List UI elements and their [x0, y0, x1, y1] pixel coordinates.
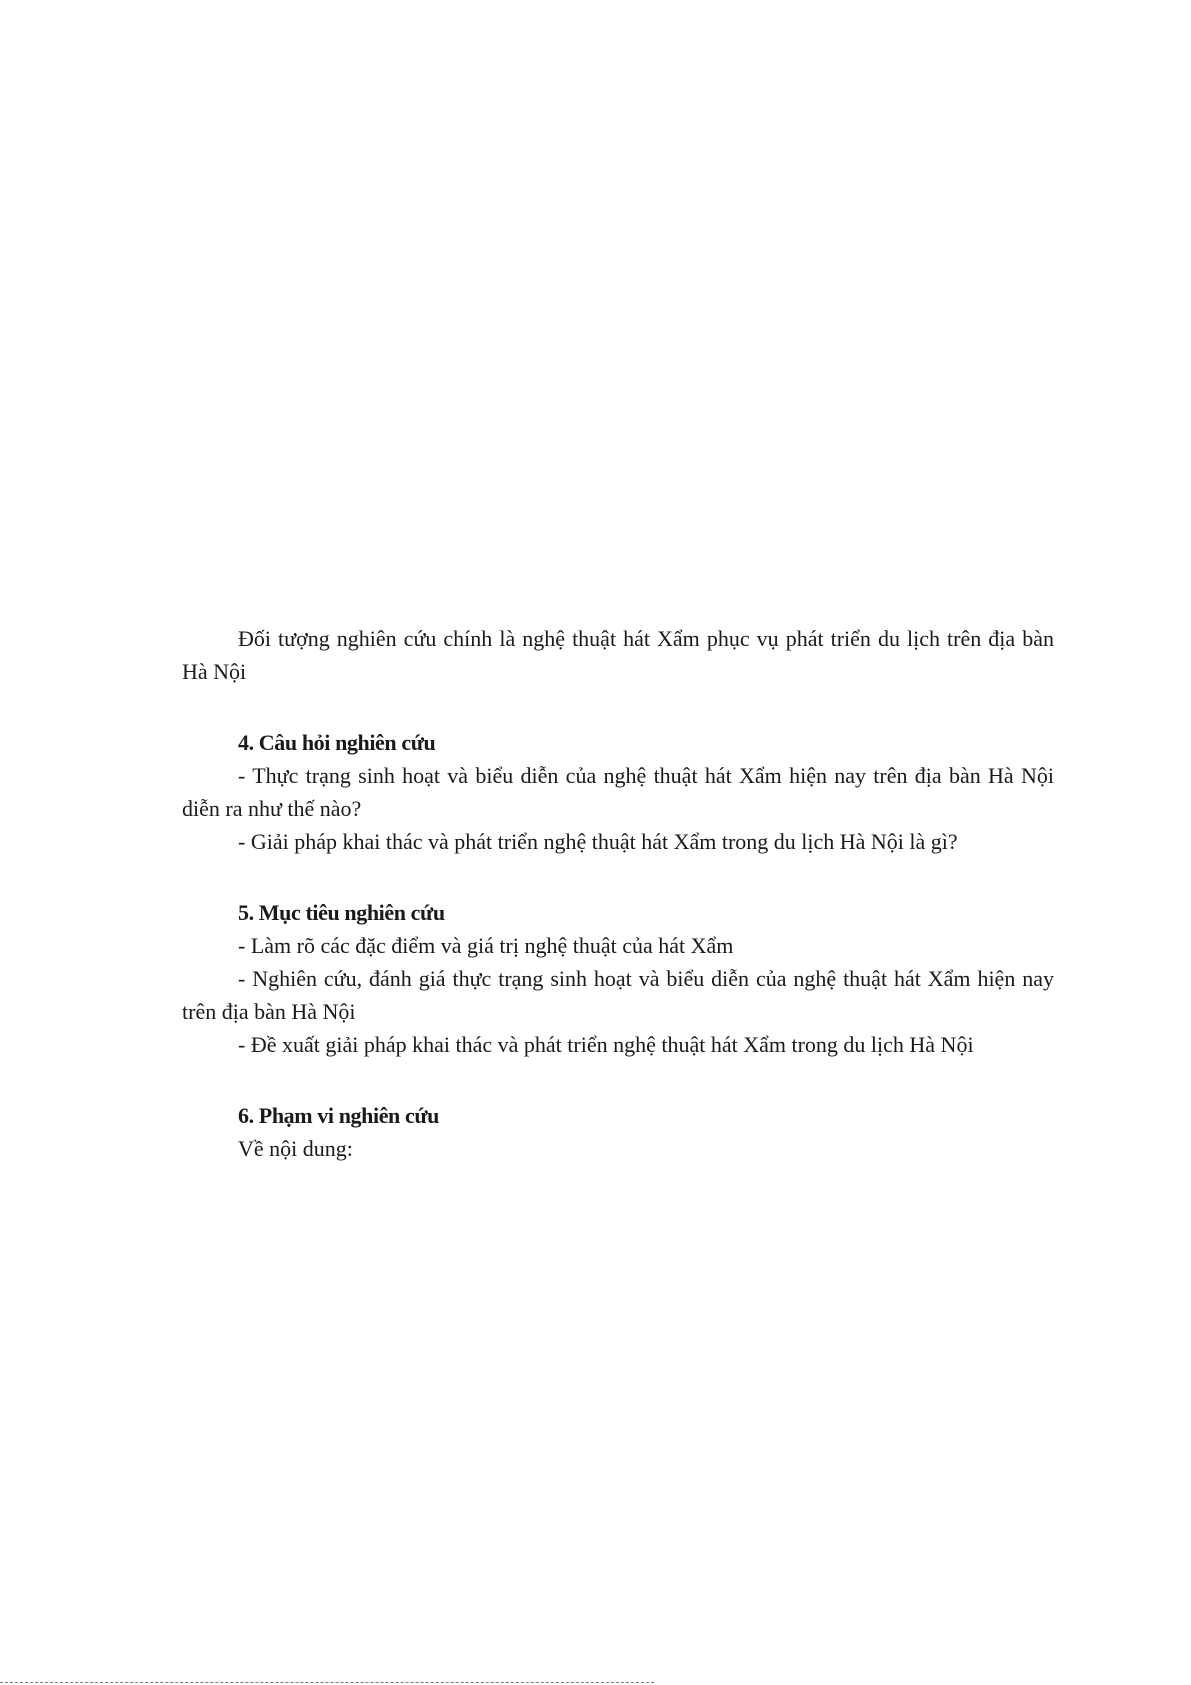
- section-4-heading: 4. Câu hỏi nghiên cứu: [238, 730, 436, 755]
- research-question-1: - Thực trạng sinh hoạt và biểu diễn của nghệ thuật hát Xẩm hiện nay trên địa bàn Hà Nội diễn ra như thế nào?: [182, 763, 1054, 821]
- section-spacer: [182, 858, 1054, 896]
- research-objective-1: - Làm rõ các đặc điểm và giá trị nghệ thuật của hát Xẩm: [238, 933, 734, 958]
- section-spacer: [182, 1061, 1054, 1099]
- research-question-2: - Giải pháp khai thác và phát triển nghệ thuật hát Xẩm trong du lịch Hà Nội là gì?: [238, 829, 958, 854]
- research-objective-3: - Đề xuất giải pháp khai thác và phát triển nghệ thuật hát Xẩm trong du lịch Hà Nội: [238, 1032, 974, 1057]
- section-6-heading: 6. Phạm vi nghiên cứu: [238, 1103, 439, 1128]
- bottom-dashed-rule: [0, 1682, 654, 1683]
- document-body: [182, 622, 1054, 1165]
- section-spacer: [182, 688, 1054, 726]
- section-5-heading: 5. Mục tiêu nghiên cứu: [238, 900, 445, 925]
- research-objective-2: - Nghiên cứu, đánh giá thực trạng sinh hoạt và biểu diễn của nghệ thuật hát Xẩm hiện nay trên địa bàn Hà Nội: [182, 966, 1054, 1024]
- research-object-paragraph: Đối tượng nghiên cứu chính là nghệ thuật hát Xẩm phục vụ phát triển du lịch trên địa bàn Hà Nội: [182, 626, 1054, 684]
- scope-content-label: Về nội dung:: [238, 1136, 353, 1161]
